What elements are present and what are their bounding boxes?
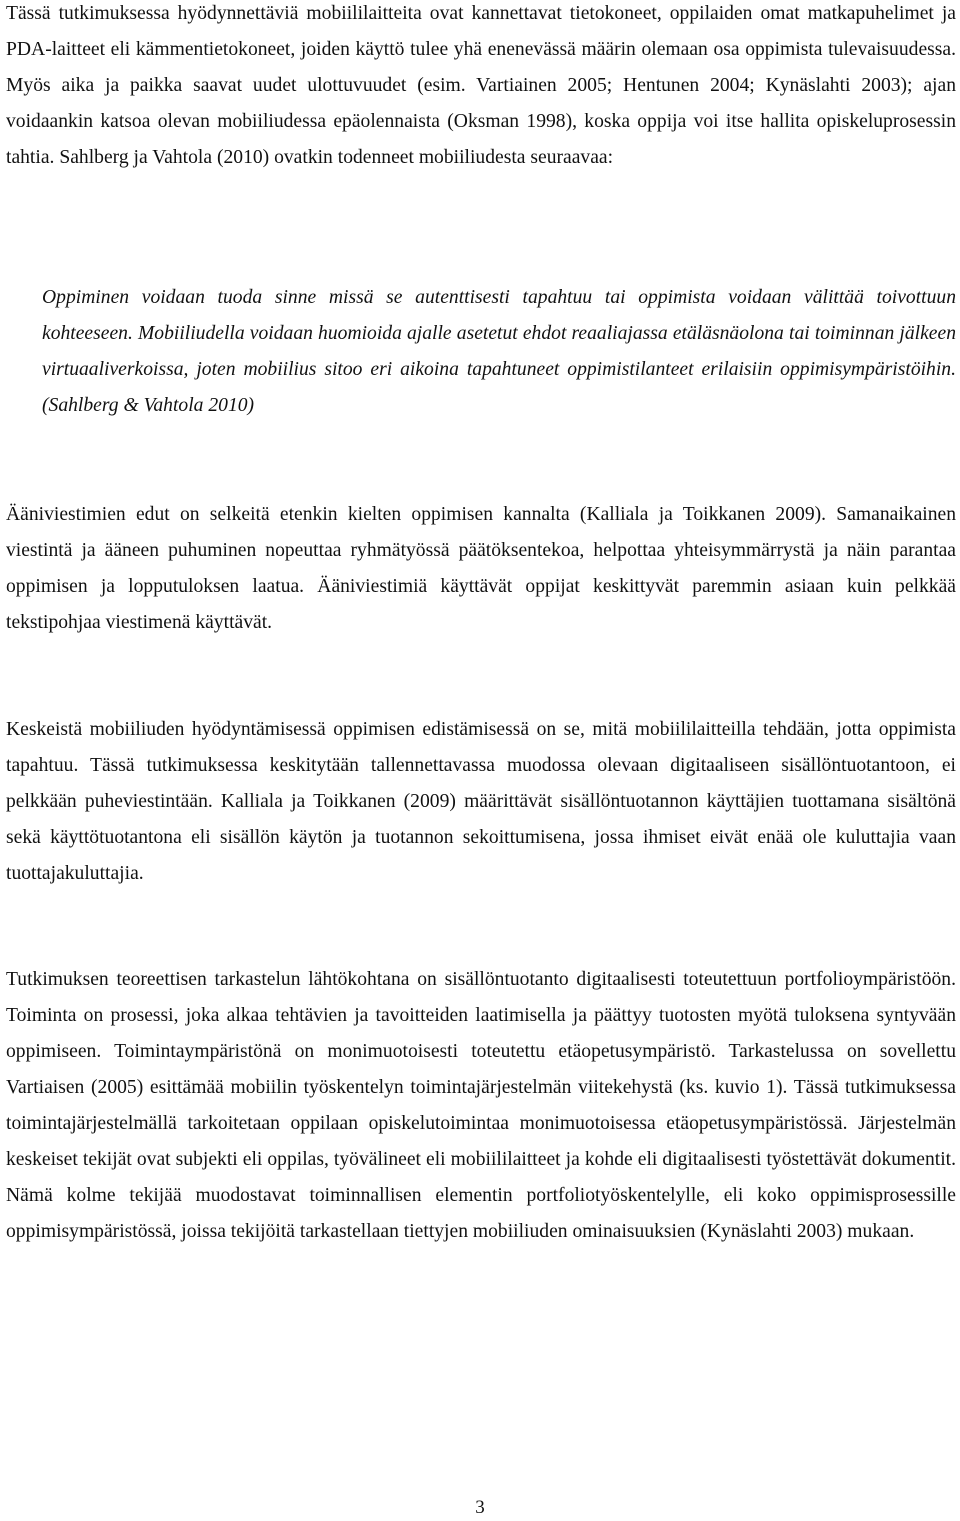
page-number: 3 xyxy=(475,1497,485,1518)
paragraph-theoretical-framework: Tutkimuksen teoreettisen tarkastelun lähtökohtana on sisällöntuotanto digitaalisesti toteutettuun portfolioympäristöön. Toiminta on prosessi, joka alkaa tehtävien ja tavoitteiden laatimisella ja päättyy tuotosten myötä tuloksena syntyvään oppimiseen. Toimintaympäristönä on monimuotoisesti toteutettu etäopetusympäristö. Tarkastelussa on sovellettu Vartiaisen (2005) esittämää mobiilin työskentelyn toimintajärjestelmän viitekehystä (ks. kuvio 1). Tässä tutkimuksessa toimintajärjestelmällä tarkoitetaan oppilaan opiskelutoimintaa monimuotoisessa etäopetusympäristössä. Järjestelmän keskeiset tekijät ovat subjekti eli oppilas, työvälineet eli mobiililaitteet ja kohde eli digitaalisesti työstettävät dokumentit. Nämä kolme tekijää muodostavat toiminnallisen elementin portfoliotyöskentelylle, eli koko oppimisprosessille oppimisympäristössä, joissa tekijöitä tarkastellaan tiettyjen mobiiliuden ominaisuuksien (Kynäslahti 2003) mukaan. xyxy=(6,969,956,1242)
block-quote-sahlberg-vahtola: Oppiminen voidaan tuoda sinne missä se autenttisesti tapahtuu tai oppimista voidaan välittää toivottuun kohteeseen. Mobiiliudella voidaan huomioida ajalle asetetut ehdot reaaliajassa etäläsnäolona tai toiminnan jälkeen virtuaaliverkoissa, joten mobiilius sitoo eri aikoina tapahtuneet oppimistilanteet erilaisiin oppimisympäristöihin. (Sahlberg & Vahtola 2010) xyxy=(42,287,956,416)
paragraph-mobile-devices: Tässä tutkimuksessa hyödynnettäviä mobiililaitteita ovat kannettavat tietokoneet, oppilaiden omat matkapuhelimet ja PDA-laitteet eli kämmentietokoneet, joiden käyttö tulee yhä enenevässä määrin olemaan osa oppimista tulevaisuudessa. Myös aika ja paikka saavat uudet ulottuvuudet (esim. Vartiainen 2005; Hentunen 2004; Kynäslahti 2003); ajan voidaankin katsoa olevan mobiiliudessa epäolennaista (Oksman 1998), koska oppija voi itse hallita opiskeluprosessin tahtia. Sahlberg ja Vahtola (2010) ovatkin todenneet mobiiliudesta seuraavaa: xyxy=(6,3,956,168)
paragraph-content-production: Keskeistä mobiiliuden hyödyntämisessä oppimisen edistämisessä on se, mitä mobiililaitteilla tehdään, jotta oppimista tapahtuu. Tässä tutkimuksessa keskitytään tallennettavassa muodossa olevaan digitaaliseen sisällöntuotantoon, ei pelkkään puheviestintään. Kalliala ja Toikkanen (2009) määrittävät sisällöntuotannon käyttäjien tuottamana sisältönä sekä käyttötuotantona eli sisällön käytön ja tuotannon sekoittumisena, jossa ihmiset eivät enää ole kuluttajia vaan tuottajakuluttajia. xyxy=(6,719,956,884)
paragraph-voice-messaging: Ääniviestimien edut on selkeitä etenkin kielten oppimisen kannalta (Kalliala ja Toikkanen 2009). Samanaikainen viestintä ja ääneen puhuminen nopeuttaa ryhmätyössä päätöksentekoa, helpottaa yhteisymmärrystä ja näin parantaa oppimisen ja lopputuloksen laatua. Ääniviestimiä käyttävät oppijat keskittyvät paremmin asiaan kuin pelkkää tekstipohjaa viestimenä käyttävät. xyxy=(6,504,956,633)
